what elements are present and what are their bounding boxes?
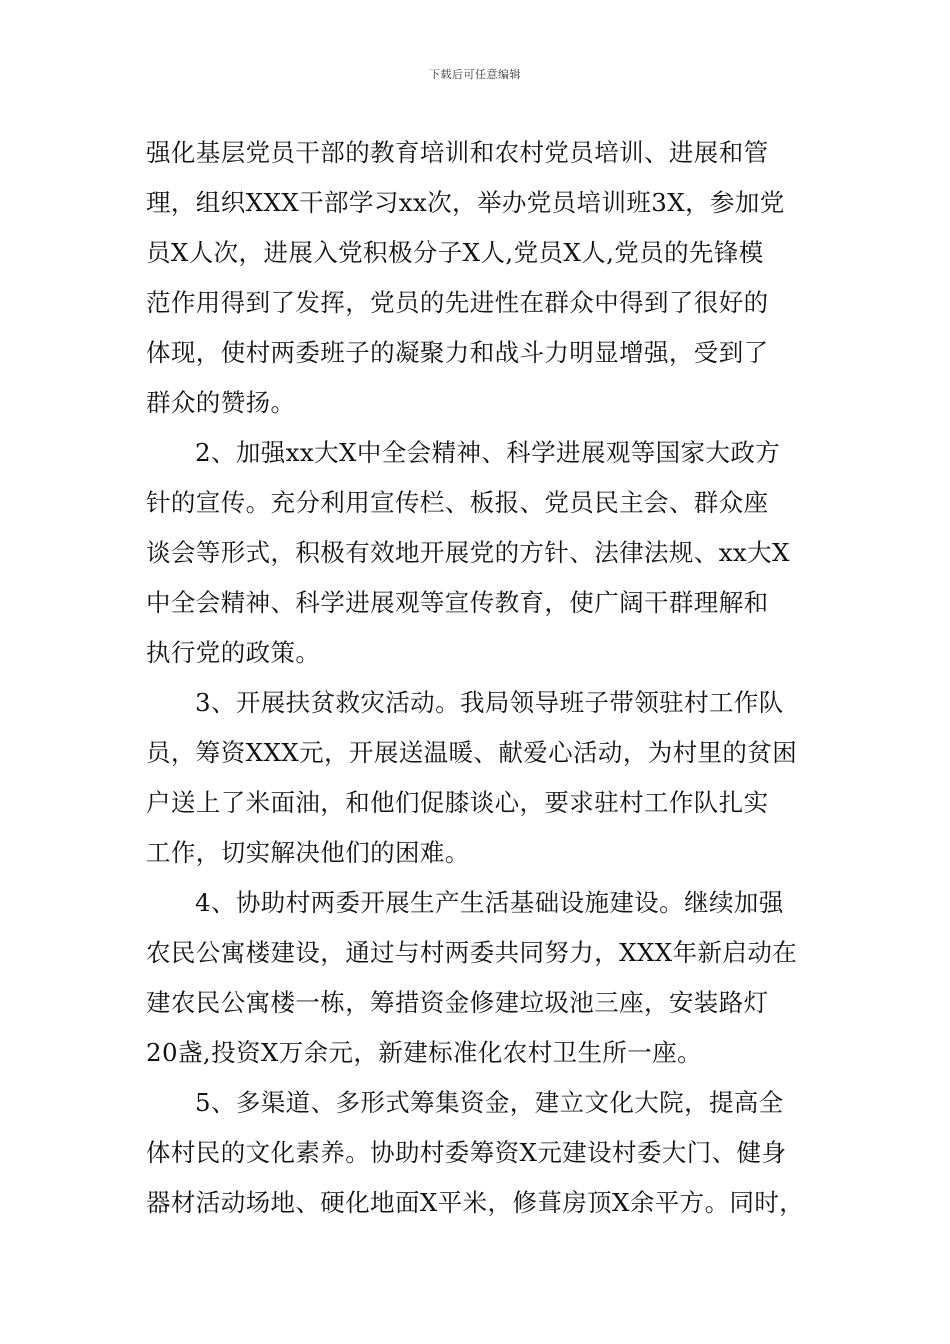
text-line: 建农民公寓楼一栋，筹措资金修建垃圾池三座，安装路灯: [146, 988, 769, 1017]
text-line: 执行党的政策。: [146, 638, 321, 667]
text-line: 员，筹资XXX元，开展送温暖、献爱心活动，为村里的贫困: [146, 738, 798, 767]
text-line: 农民公寓楼建设，通过与村两委共同努力，XXX年新启动在: [146, 938, 798, 967]
text-line: 范作用得到了发挥，党员的先进性在群众中得到了很好的: [146, 288, 769, 317]
text-line: 体村民的文化素养。协助村委筹资X元建设村委大门、健身: [146, 1138, 787, 1167]
text-line: 针的宣传。充分利用宣传栏、板报、党员民主会、群众座: [146, 488, 769, 517]
text-line: 理，组织XXX干部学习xx次，举办党员培训班3X，参加党: [146, 188, 785, 217]
text-line: 体现，使村两委班子的凝聚力和战斗力明显增强，受到了: [146, 338, 769, 367]
text-line: 5、多渠道、多形式筹集资金，建立文化大院，提高全: [195, 1088, 784, 1117]
text-line: 群众的赞扬。: [146, 388, 296, 417]
text-line: 4、协助村两委开展生产生活基础设施建设。继续加强: [195, 888, 784, 917]
page-header: 下载后可任意编辑: [429, 68, 521, 81]
text-line: 强化基层党员干部的教育培训和农村党员培训、进展和管: [146, 138, 769, 167]
text-line: 20盏,投资X万余元，新建标准化农村卫生所一座。: [146, 1038, 703, 1067]
text-line: 中全会精神、科学进展观等宣传教育，使广阔干群理解和: [146, 588, 769, 617]
document-body: [146, 128, 826, 1228]
text-line: 3、开展扶贫救灾活动。我局领导班子带领驻村工作队: [195, 688, 784, 717]
text-line: 工作，切实解决他们的困难。: [146, 838, 470, 867]
text-line: 员X人次，进展入党积极分子X人,党员X人,党员的先锋模: [146, 238, 764, 267]
text-line: 器材活动场地、硬化地面X平米，修葺房顶X余平方。同时，: [146, 1188, 805, 1217]
text-line: 2、加强xx大X中全会精神、科学进展观等国家大政方: [195, 438, 781, 467]
text-line: 谈会等形式，积极有效地开展党的方针、法律法规、xx大X: [146, 538, 790, 567]
text-line: 户送上了米面油，和他们促膝谈心，要求驻村工作队扎实: [146, 788, 769, 817]
